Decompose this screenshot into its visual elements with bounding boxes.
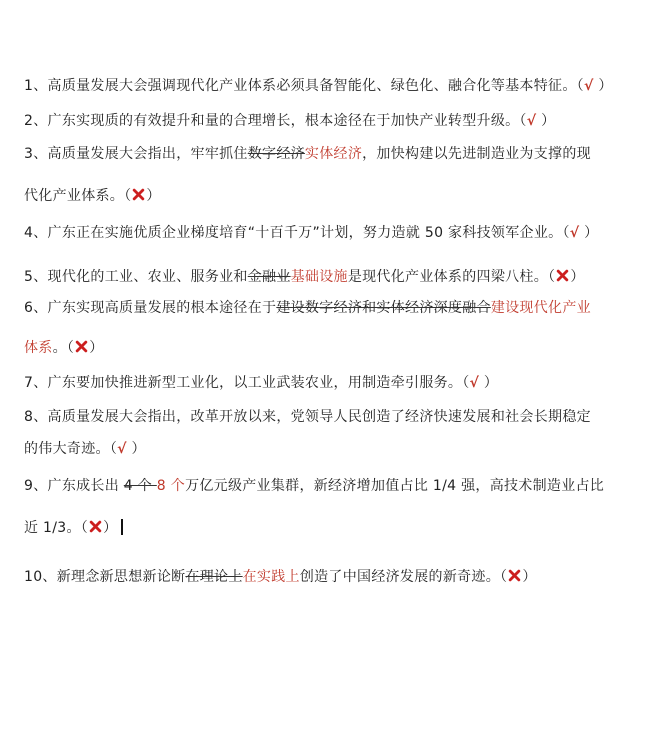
- struck-text: 4 个: [123, 478, 157, 494]
- question-item-7: 7、广东要加快推进新型工业化，以工业武装农业，用制造牵引服务。（√ ）: [24, 375, 499, 391]
- check-mark: √: [526, 113, 537, 129]
- question-item-9-cont: 近 1/3。（ ）: [24, 519, 123, 537]
- struck-text: 数字经济: [247, 146, 305, 162]
- struck-text: 在理论上: [185, 569, 243, 585]
- text-cursor: [121, 519, 123, 535]
- item-text: 、高质量发展大会指出，牢牢抓住: [33, 146, 248, 162]
- question-item-6: [24, 299, 591, 317]
- question-item-8-cont: 的伟大奇迹。（√ ）: [24, 441, 146, 457]
- item-text-cont: 是现代化产业体系的四梁八柱。: [347, 269, 549, 285]
- item-text: 、高质量发展大会指出，改革开放以来，党领导人民创造了经济快速发展和社会长期稳定: [33, 409, 591, 425]
- item-number: 1: [24, 78, 34, 94]
- item-text-cont: ，加快构建以先进制造业为支撑的现: [362, 146, 591, 162]
- item-number: 10: [24, 569, 43, 585]
- item-text-cont: 万亿元级产业集群，新经济增加值占比 1/4 强，高技术制造业占比: [185, 478, 605, 494]
- item-text-cont: 创造了中国经济发展的新奇迹。: [299, 569, 501, 585]
- item-text: 、高质量发展大会强调现代化产业体系必须具备智能化、绿色化、融合化等基本特征。: [33, 78, 577, 94]
- question-item-1: 1、高质量发展大会强调现代化产业体系必须具备智能化、绿色化、融合化等基本特征。（√ ）: [24, 78, 613, 94]
- question-item-6-cont: 体系。（ ）: [24, 340, 104, 356]
- correction-text: 体系: [24, 340, 53, 356]
- wrong-icon: [75, 340, 88, 353]
- question-item-5: 5、现代化的工业、农业、服务业和金融业基础设施是现代化产业体系的四梁八柱。（ ）: [24, 269, 585, 285]
- correction-text: 8 个: [156, 478, 186, 494]
- item-text: 、广东实现高质量发展的根本途径在于: [33, 300, 277, 316]
- check-mark: √: [117, 441, 127, 457]
- wrong-icon: [556, 269, 569, 282]
- question-item-2: 2、广东实现质的有效提升和量的合理增长，根本途径在于加快产业转型升级。（√ ）: [24, 113, 556, 129]
- check-mark: √: [569, 225, 580, 241]
- item-text: 、广东成长出: [33, 478, 124, 494]
- item-number: 5: [24, 269, 34, 285]
- question-item-4: 4、广东正在实施优质企业梯度培育“十百千万”计划，努力造就 50 家科技领军企业。（√ ）: [24, 225, 599, 241]
- question-item-10: 10、新理念新思想新论断在理论上在实践上创造了中国经济发展的新奇迹。（ ）: [24, 569, 537, 585]
- correction-text: 建设现代化产业: [490, 300, 591, 316]
- item-number: 2: [24, 113, 34, 129]
- question-item-3: [24, 145, 591, 163]
- check-mark: √: [583, 78, 594, 94]
- item-number: 7: [24, 375, 34, 391]
- wrong-icon: [508, 569, 521, 582]
- item-text: 、广东要加快推进新型工业化，以工业武装农业，用制造牵引服务。: [33, 375, 463, 391]
- item-number: 4: [24, 225, 34, 241]
- item-text: 、现代化的工业、农业、服务业和: [33, 269, 248, 285]
- question-item-9: [24, 477, 604, 495]
- question-item-3-cont: 代化产业体系。（ ）: [24, 188, 161, 204]
- check-mark: √: [469, 375, 480, 391]
- struck-text: 金融业: [247, 269, 291, 285]
- item-number: 8: [24, 409, 34, 425]
- item-number: 6: [24, 300, 34, 316]
- item-text: 、广东实现质的有效提升和量的合理增长，根本途径在于加快产业转型升级。: [33, 113, 520, 129]
- question-item-8: [24, 408, 591, 426]
- correction-text: 在实践上: [242, 569, 300, 585]
- item-text: 、广东正在实施优质企业梯度培育“十百千万”计划，努力造就 50 家科技领军企业。: [33, 225, 563, 241]
- struck-text: 建设数字经济和实体经济深度融合: [276, 300, 491, 316]
- wrong-icon: [89, 520, 102, 533]
- item-number: 9: [24, 478, 34, 494]
- wrong-icon: [132, 188, 145, 201]
- correction-text: 基础设施: [290, 269, 348, 285]
- correction-text: 实体经济: [304, 146, 363, 162]
- item-text: 、新理念新思想新论断: [42, 569, 186, 585]
- item-number: 3: [24, 146, 34, 162]
